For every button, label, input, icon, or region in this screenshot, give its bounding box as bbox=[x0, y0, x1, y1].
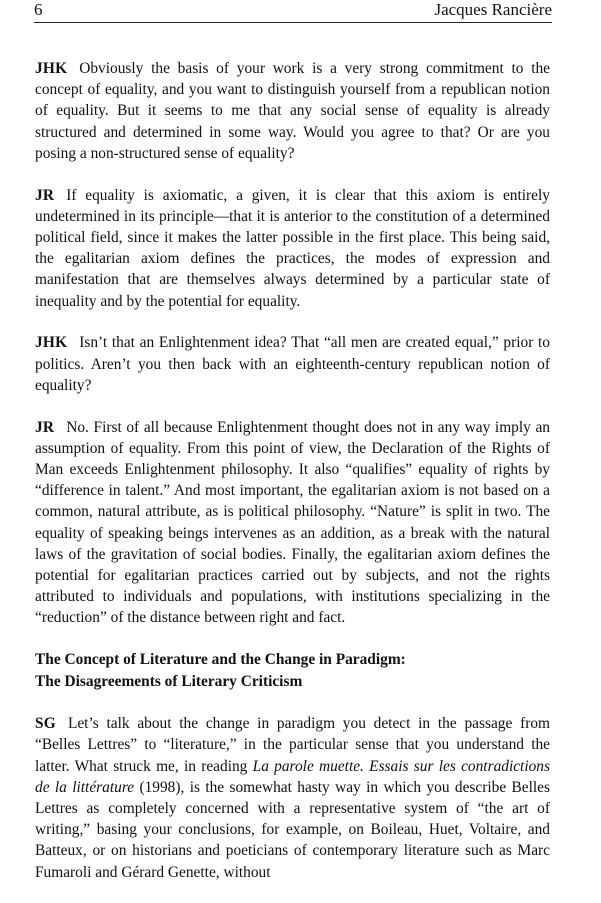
book-title: La parole muette. Essais sur les contradictions de la littérature bbox=[35, 757, 550, 796]
section-heading bbox=[35, 649, 550, 692]
speaker-label: JHK bbox=[35, 60, 68, 77]
exchange-text-continued: (1998), is the somewhat hasty way in which you describe Belles Lettres as completely concerned with a representative system of “the art of writing,” basing your conclusions, for example, on Boileau, Huet, Voltaire, and Batteux, or on historians and poeticians of contemporary literature such as Marc Fumaroli and Gérard Genette, without bbox=[35, 778, 550, 881]
exchange-text: Isn’t that an Enlightenment idea? That “all men are created equal,” prior to politics. Aren’t you then back with an eighteenth-century republican notion of equality? bbox=[35, 334, 550, 394]
exchange-text: Obviously the basis of your work is a very strong commitment to the concept of equality, and you want to distinguish yourself from a republican notion of equality. But it seems to me that any social sense of equality is already structured and determined in some way. Would you agree to that? Or are you posing a non-structured sense of equality? bbox=[35, 60, 550, 162]
exchange-paragraph bbox=[35, 713, 550, 883]
exchange-paragraph bbox=[35, 332, 550, 396]
exchange-paragraph bbox=[35, 417, 550, 629]
page-body bbox=[35, 58, 550, 903]
section-heading-line-1: The Concept of Literature and the Change in Paradigm: bbox=[35, 651, 406, 669]
exchange-paragraph bbox=[35, 185, 550, 312]
speaker-label: SG bbox=[35, 715, 56, 733]
exchange-text: If equality is axiomatic, a given, it is clear that this axiom is entirely undetermined in its principle—that it is anterior to the constitution of a determined political field, since it makes the latter possible in the first place. This being said, the egalitarian axiom defines the practices, the modes of expression and manifestation that are themselves always determined by a particular state of inequality and by the potential for equality. bbox=[35, 186, 550, 310]
page-number: 6 bbox=[34, 0, 43, 19]
speaker-label: JR bbox=[35, 186, 55, 204]
exchange-text: No. First of all because Enlightenment thought does not in any way imply an assumption of equality. From this point of view, the Declaration of the Rights of Man exceeds Enlightenment philosophy. It also “qualifies” equality of rights by “difference in talent.” And most important, the egalitarian axiom is not based on a common, natural attribute, as is political philosophy. “Nature” is split in two. The equality of speaking beings intervenes as an addition, as a break with the natural laws of the gravitation of social bodies. Finally, the egalitarian axiom defines the potential for egalitarian practices carried out by subjects, and not the rights attributed to individuals and populations, with institutions specializing in the “reduction” of the distance between right and fact. bbox=[35, 418, 550, 627]
exchange-paragraph bbox=[35, 58, 550, 164]
running-header bbox=[34, 0, 552, 23]
running-title: Jacques Rancière bbox=[434, 0, 552, 19]
speaker-label: JHK bbox=[35, 334, 68, 352]
exchange-text: Let’s talk about the change in paradigm you detect in the passage from “Belles Lettres” to “literature,” in the particular sense that you understand the latter. What struck me, in reading bbox=[35, 715, 550, 775]
speaker-label: JR bbox=[35, 418, 55, 436]
section-heading-line-2: The Disagreements of Literary Criticism bbox=[35, 672, 303, 690]
